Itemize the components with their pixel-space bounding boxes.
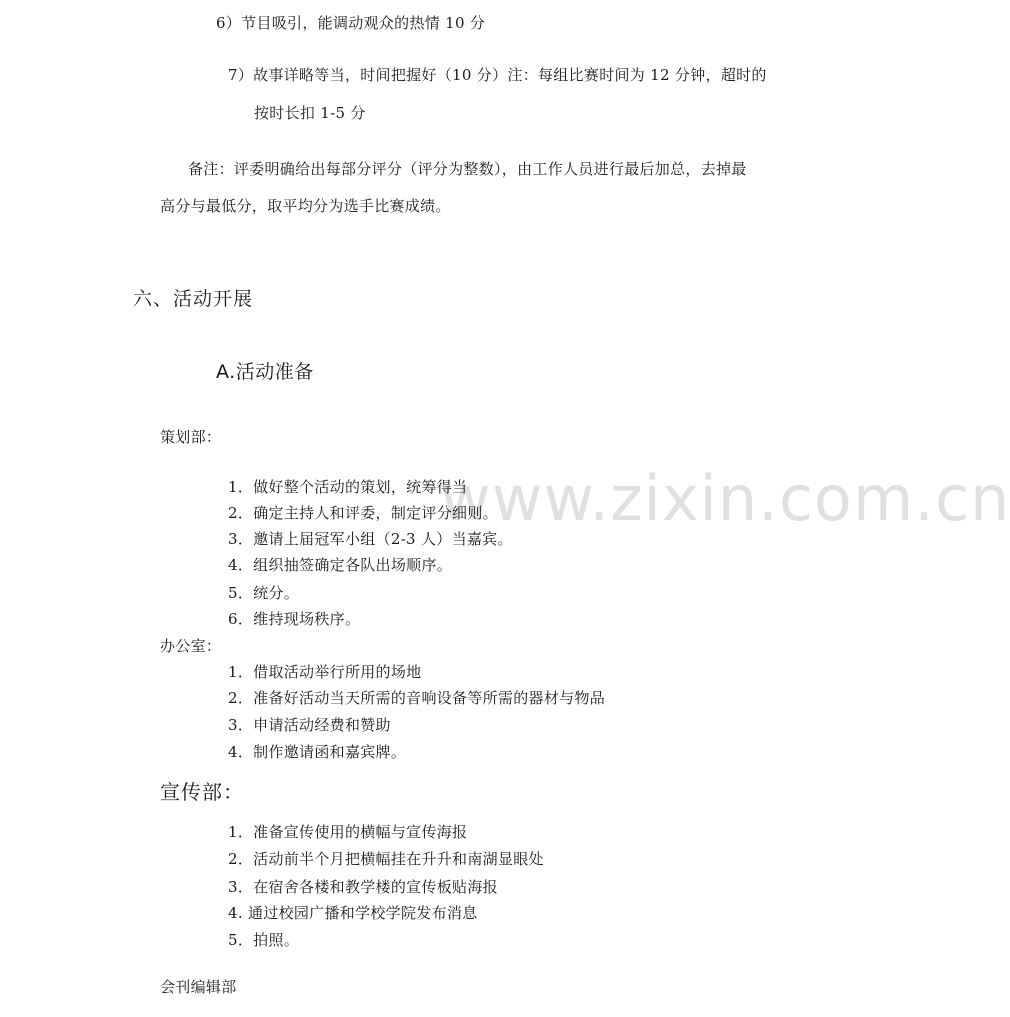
list-item: 1．准备宣传使用的横幅与宣传海报 — [228, 823, 468, 841]
list-item: 4．制作邀请函和嘉宾牌。 — [228, 743, 407, 761]
list-item: 2．活动前半个月把横幅挂在升升和南湖显眼处 — [228, 850, 544, 868]
planning-title: 策划部： — [160, 428, 222, 446]
list-item: 4．组织抽签确定各队出场顺序。 — [228, 556, 453, 574]
list-item: 5．拍照。 — [228, 931, 300, 949]
list-item: 4. 通过校园广播和学校学院发布消息 — [228, 904, 478, 922]
list-item: 1．借取活动举行所用的场地 — [228, 663, 422, 681]
watermark-text: www.zixin.com.cn — [440, 462, 1010, 535]
list-item: 3．邀请上届冠军小组（2-3 人）当嘉宾。 — [228, 530, 513, 548]
remark-line2: 高分与最低分，取平均分为选手比赛成绩。 — [160, 197, 451, 215]
list-item: 5．统分。 — [228, 584, 300, 602]
office-title: 办公室： — [160, 637, 222, 655]
list-item: 3．申请活动经费和赞助 — [228, 716, 391, 734]
list-item: 2．确定主持人和评委，制定评分细则。 — [228, 504, 498, 522]
scoring-item-7-line1: 7）故事详略等当，时间把握好（10 分）注：每组比赛时间为 12 分钟，超时的 — [228, 66, 767, 84]
scoring-item-6: 6）节目吸引，能调动观众的热情 10 分 — [216, 14, 486, 32]
list-item: 3．在宿舍各楼和教学楼的宣传板贴海报 — [228, 878, 498, 896]
journal-title: 会刊编辑部 — [160, 978, 237, 996]
subsection-title: A.活动准备 — [216, 361, 314, 383]
list-item: 6．维持现场秩序。 — [228, 610, 361, 628]
remark-line1: 备注：评委明确给出每部分评分（评分为整数），由工作人员进行最后加总，去掉最 — [188, 160, 747, 178]
list-item: 2．准备好活动当天所需的音响设备等所需的器材与物品 — [228, 689, 606, 707]
list-item: 1．做好整个活动的策划，统筹得当 — [228, 478, 468, 496]
section-title: 六、活动开展 — [133, 288, 254, 310]
scoring-item-7-line2: 按时长扣 1-5 分 — [254, 104, 366, 122]
publicity-title: 宣传部： — [160, 780, 244, 804]
